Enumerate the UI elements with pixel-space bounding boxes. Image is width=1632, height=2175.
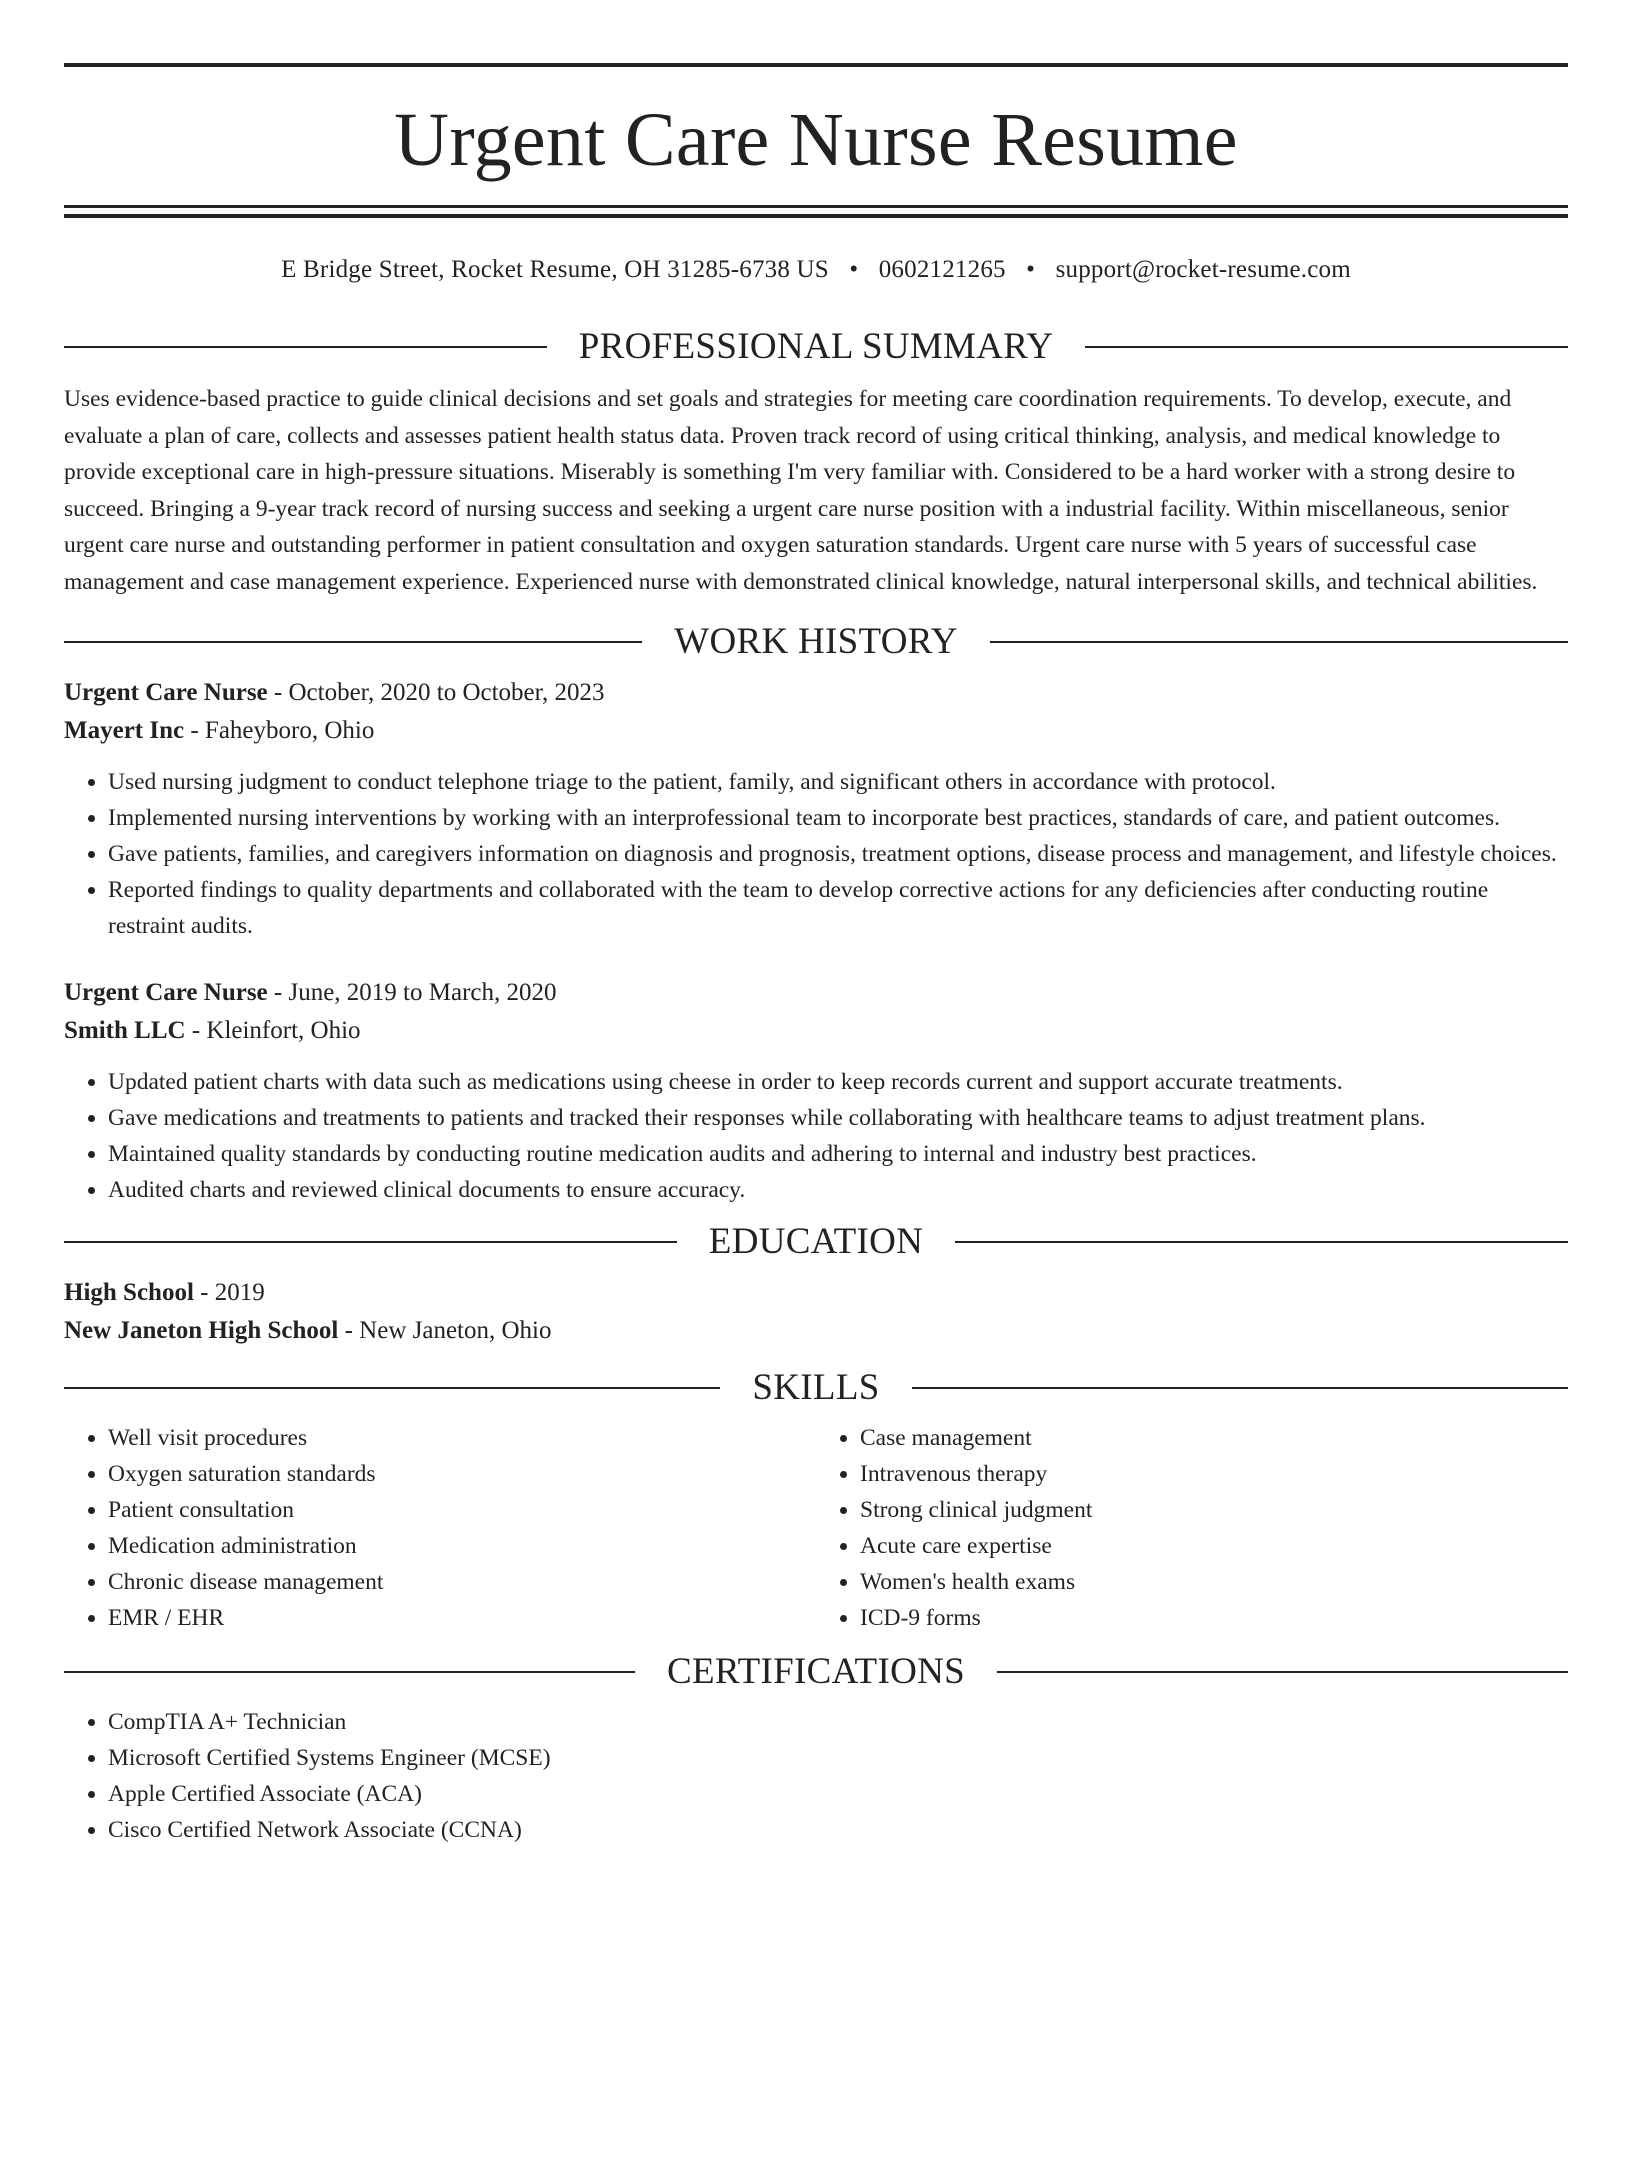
contact-email: support@rocket-resume.com <box>1055 256 1351 283</box>
heading-rule <box>64 1241 677 1243</box>
list-item: • Maintained quality standards by conducting routine medication audits and adhering to internal and industry best practices. <box>108 1136 1568 1172</box>
job-title: Urgent Care Nurse <box>64 979 268 1006</box>
skill-item: • Case management <box>860 1420 1568 1456</box>
company-line <box>64 1012 1568 1050</box>
skill-item: • Acute care expertise <box>860 1528 1568 1564</box>
list-item: • Implemented nursing interventions by working with an interprofessional team to incorporate best practices, standards of care, and patient outcomes. <box>108 800 1568 836</box>
skills-column-right <box>816 1420 1568 1636</box>
skill-item: • EMR / EHR <box>108 1600 816 1636</box>
job-dates: - June, 2019 to March, 2020 <box>267 979 557 1006</box>
company-name: Mayert Inc <box>64 717 185 744</box>
company-location: - Faheyboro, Ohio <box>184 717 375 744</box>
heading-rule <box>64 1671 635 1673</box>
resume-page <box>0 63 1632 2175</box>
summary-heading <box>64 327 1568 367</box>
list-item: • Audited charts and reviewed clinical documents to ensure accuracy. <box>108 1172 1568 1208</box>
contact-phone: 0602121265 <box>878 256 1006 283</box>
header-double-rule <box>64 205 1568 218</box>
graduation-year: - 2019 <box>193 1279 265 1306</box>
certification-item: • CompTIA A+ Technician <box>108 1704 1568 1740</box>
school-line <box>64 1312 1568 1350</box>
job-title: Urgent Care Nurse <box>64 679 268 706</box>
job-entry <box>64 674 1568 944</box>
heading-rule <box>1085 346 1568 348</box>
list-item: • Reported findings to quality departments and collaborated with the team to develop corrective actions for any deficiencies after conducting routine restraint audits. <box>108 872 1568 944</box>
heading-rule <box>64 641 642 643</box>
skills-grid <box>64 1420 1568 1636</box>
contact-separator: • <box>1026 256 1036 283</box>
skill-item: • Women's health exams <box>860 1564 1568 1600</box>
list-item: • Updated patient charts with data such as medications using cheese in order to keep records current and support accurate treatments. <box>108 1064 1568 1100</box>
skills-column-left <box>64 1420 816 1636</box>
skill-item: • Strong clinical judgment <box>860 1492 1568 1528</box>
list-item: • Gave patients, families, and caregivers information on diagnosis and prognosis, treatment options, disease process and management, and lifestyle choices. <box>108 836 1568 872</box>
job-title-line <box>64 974 1568 1012</box>
degree: High School <box>64 1279 194 1306</box>
certification-item: • Cisco Certified Network Associate (CCNA) <box>108 1812 1568 1848</box>
company-name: Smith LLC <box>64 1017 186 1044</box>
job-dates: - October, 2020 to October, 2023 <box>267 679 605 706</box>
skill-item: • ICD-9 forms <box>860 1600 1568 1636</box>
education-heading <box>64 1222 1568 1262</box>
work-heading <box>64 622 1568 662</box>
resume-title: Urgent Care Nurse Resume <box>394 98 1238 182</box>
header-top-rule <box>64 63 1568 67</box>
skills-heading-label: SKILLS <box>752 1367 880 1408</box>
job-entry <box>64 974 1568 1208</box>
heading-rule <box>990 641 1568 643</box>
school-location: - New Janeton, Ohio <box>338 1317 552 1344</box>
job-title-line <box>64 674 1568 712</box>
certifications-heading-label: CERTIFICATIONS <box>667 1651 965 1692</box>
list-item: • Gave medications and treatments to patients and tracked their responses while collaborating with healthcare teams to adjust treatment plans. <box>108 1100 1568 1136</box>
summary-heading-label: PROFESSIONAL SUMMARY <box>578 326 1054 367</box>
skills-heading <box>64 1368 1568 1408</box>
skill-item: • Intravenous therapy <box>860 1456 1568 1492</box>
summary-text: Uses evidence-based practice to guide clinical decisions and set goals and strategies for meeting care coordination requirements. To develop, execute, and evaluate a plan of care, collects and assesses patient health status data. Proven track record of using critical thinking, analysis, and medical knowledge to provide exceptional care in high-pressure situations. Miserably is something I'm very familiar with. Considered to be a hard worker with a strong desire to succeed. Bringing a 9-year track record of nursing success and seeking a urgent care nurse position with a industrial facility. Within miscellaneous, senior urgent care nurse and outstanding performer in patient consultation and oxygen saturation standards. Urgent care nurse with 5 years of successful case management and case management experience. Experienced nurse with demonstrated clinical knowledge, natural interpersonal skills, and technical abilities. <box>64 386 1538 595</box>
heading-rule <box>955 1241 1568 1243</box>
school-name: New Janeton High School <box>64 1317 339 1344</box>
job-bullets <box>64 1064 1568 1208</box>
heading-rule <box>64 346 547 348</box>
education-entry <box>64 1274 1568 1350</box>
contact-address: E Bridge Street, Rocket Resume, OH 31285-6738 US <box>281 256 829 283</box>
skill-item: • Chronic disease management <box>108 1564 816 1600</box>
work-heading-label: WORK HISTORY <box>674 621 958 662</box>
heading-rule <box>912 1387 1568 1389</box>
certifications-list <box>64 1704 1568 1848</box>
education-heading-label: EDUCATION <box>708 1221 924 1262</box>
contact-separator: • <box>849 256 859 283</box>
heading-rule <box>997 1671 1568 1673</box>
job-bullets <box>64 764 1568 944</box>
contact-line <box>64 255 1568 285</box>
skill-item: • Well visit procedures <box>108 1420 816 1456</box>
company-line <box>64 712 1568 750</box>
certification-item: • Apple Certified Associate (ACA) <box>108 1776 1568 1812</box>
skill-item: • Oxygen saturation standards <box>108 1456 816 1492</box>
company-location: - Kleinfort, Ohio <box>185 1017 361 1044</box>
certifications-heading <box>64 1652 1568 1692</box>
skill-item: • Medication administration <box>108 1528 816 1564</box>
certification-item: • Microsoft Certified Systems Engineer (MCSE) <box>108 1740 1568 1776</box>
skill-item: • Patient consultation <box>108 1492 816 1528</box>
heading-rule <box>64 1387 720 1389</box>
list-item: • Used nursing judgment to conduct telephone triage to the patient, family, and significant others in accordance with protocol. <box>108 764 1568 800</box>
degree-line <box>64 1274 1568 1312</box>
